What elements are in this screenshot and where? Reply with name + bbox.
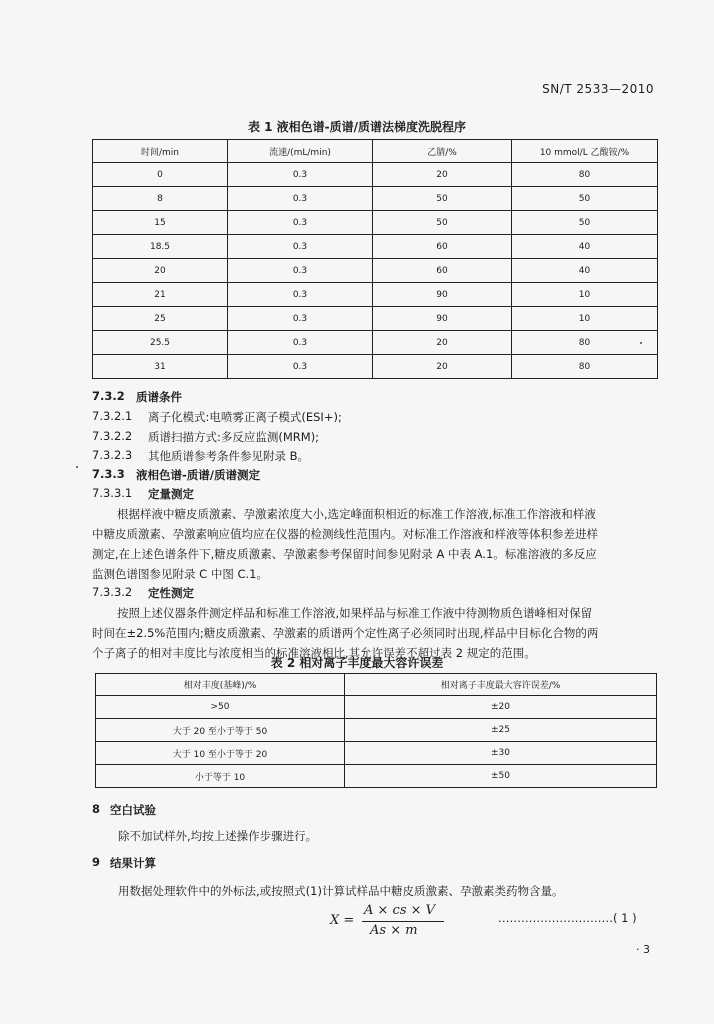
table-row	[93, 331, 658, 355]
table-cell: 10	[512, 283, 658, 307]
table-cell: 40	[512, 235, 658, 259]
table-cell: 0.3	[228, 283, 373, 307]
table-cell: 0.3	[228, 259, 373, 283]
column-header: 流速/(mL/min)	[228, 140, 373, 163]
table-cell: 50	[512, 187, 658, 211]
table-cell: 大于 10 至小于等于 20	[96, 742, 345, 765]
table-cell: 50	[512, 211, 658, 235]
document-code: SN/T 2533—2010	[542, 82, 654, 96]
paragraph-line: 根据样液中糖皮质激素、孕激素浓度大小,选定峰面积相近的标准工作溶液,标准工作溶液和样液	[117, 507, 596, 521]
table-row	[93, 355, 658, 379]
table-cell: 50	[373, 211, 512, 235]
table-cell: >50	[96, 696, 345, 719]
table1-title: 表 1 液相色谱-质谱/质谱法梯度洗脱程序	[247, 120, 467, 134]
section-7-3-2-3-text: 其他质谱参考条件参见附录 B。	[148, 449, 310, 463]
table-cell: 0.3	[228, 235, 373, 259]
table-cell: ±50	[345, 765, 657, 788]
section-7-3-2-title: 质谱条件	[136, 390, 182, 404]
section-7-3-3-title: 液相色谱-质谱/质谱测定	[136, 468, 260, 482]
table-cell: ±20	[345, 696, 657, 719]
section-7-3-3-2-number: 7.3.3.2	[92, 585, 133, 599]
table-cell: 20	[373, 331, 512, 355]
table-cell: 50	[373, 187, 512, 211]
section-9-text: 用数据处理软件中的外标法,或按照式(1)计算试样品中糖皮质激素、孕激素类药物含量。	[118, 884, 564, 898]
table-cell: 0.3	[228, 163, 373, 187]
scan-speck	[640, 342, 642, 344]
column-header: 10 mmol/L 乙酸铵/%	[512, 140, 658, 163]
section-7-3-2-2-number: 7.3.2.2	[92, 429, 133, 443]
table-row	[93, 307, 658, 331]
paragraph-line: 个子离子的相对丰度比与浓度相当的标准溶液相比,其允许误差不超过表 2 规定的范围。	[92, 646, 536, 660]
table-cell: 90	[373, 307, 512, 331]
section-9-number: 9	[92, 855, 101, 869]
table-row	[96, 742, 657, 765]
table-cell: 25	[93, 307, 228, 331]
section-8-title: 空白试验	[110, 803, 156, 817]
section-7-3-2-1-text: 离子化模式:电喷雾正离子模式(ESI+);	[148, 410, 342, 424]
section-8-number: 8	[92, 802, 101, 816]
table-cell: 80	[512, 331, 658, 355]
table-cell: 80	[512, 355, 658, 379]
paragraph-line: 中糖皮质激素、孕激素响应值均应在仪器的检测线性范围内。对标准工作溶液和样液等体积参差进样	[92, 527, 598, 541]
table-cell: 18.5	[93, 235, 228, 259]
paragraph-line: 按照上述仪器条件测定样品和标准工作溶液,如果样品与标准工作液中待测物质色谱峰相对保留	[117, 606, 593, 620]
table-cell: 10	[512, 307, 658, 331]
section-7-3-2-3-number: 7.3.2.3	[92, 448, 133, 462]
section-9-title: 结果计算	[110, 856, 156, 870]
table-row	[93, 163, 658, 187]
table-cell: 25.5	[93, 331, 228, 355]
column-header: 时间/min	[93, 140, 228, 163]
gradient-elution-table	[92, 139, 658, 379]
ion-abundance-tolerance-table	[95, 673, 657, 788]
column-header: 相对离子丰度最大容许误差/%	[345, 674, 657, 696]
paragraph-line: 测定,在上述色谱条件下,糖皮质激素、孕激素参考保留时间参见附录 A 中表 A.1。标准溶液的多反应	[92, 547, 597, 561]
table-row	[96, 696, 657, 719]
table-cell: 小于等于 10	[96, 765, 345, 788]
table-cell: 60	[373, 259, 512, 283]
table-row	[93, 211, 658, 235]
table-cell: 20	[93, 259, 228, 283]
section-7-3-2-2-text: 质谱扫描方式:多反应监测(MRM);	[148, 430, 320, 444]
table2-title: 表 2 相对离子丰度最大容许误差	[270, 656, 444, 670]
table-cell: 0.3	[228, 331, 373, 355]
table-cell: 0.3	[228, 187, 373, 211]
table-cell: 21	[93, 283, 228, 307]
table-cell: 40	[512, 259, 658, 283]
scan-speck	[76, 466, 78, 468]
table-cell: 60	[373, 235, 512, 259]
formula-numerator: A × cs × V	[364, 903, 436, 918]
section-7-3-2-number: 7.3.2	[92, 389, 125, 403]
section-8-text: 除不加试样外,均按上述操作步骤进行。	[118, 829, 318, 843]
paragraph-line: 时间在±2.5%范围内;糖皮质激素、孕激素的质谱两个定性离子必须同时出现,样品中目标化合物的两	[92, 626, 599, 640]
formula-lhs: X =	[330, 913, 355, 928]
equation-number: …………………………( 1 )	[498, 911, 637, 925]
table-cell: 31	[93, 355, 228, 379]
column-header: 相对丰度(基峰)/%	[96, 674, 345, 696]
table-cell: 0	[93, 163, 228, 187]
page-number: · 3	[636, 943, 650, 956]
table-cell: 90	[373, 283, 512, 307]
table-cell: 20	[373, 163, 512, 187]
formula-denominator: As × m	[370, 923, 418, 938]
section-7-3-3-1-number: 7.3.3.1	[92, 486, 133, 500]
section-7-3-3-number: 7.3.3	[92, 467, 125, 481]
table-header-row	[96, 674, 657, 696]
table-row	[93, 283, 658, 307]
table-row	[96, 719, 657, 742]
table-cell: 15	[93, 211, 228, 235]
table-cell: 0.3	[228, 211, 373, 235]
table-row	[93, 187, 658, 211]
table-row	[93, 235, 658, 259]
table-cell: 0.3	[228, 355, 373, 379]
paragraph-line: 监测色谱图参见附录 C 中图 C.1。	[92, 567, 268, 581]
table-cell: 80	[512, 163, 658, 187]
table-cell: 20	[373, 355, 512, 379]
table-cell: 8	[93, 187, 228, 211]
table-cell: ±30	[345, 742, 657, 765]
fraction-bar	[362, 921, 444, 922]
table-cell: ±25	[345, 719, 657, 742]
section-7-3-3-2-title: 定性测定	[148, 586, 194, 600]
table-cell: 大于 20 至小于等于 50	[96, 719, 345, 742]
table-cell: 0.3	[228, 307, 373, 331]
table-row	[96, 765, 657, 788]
table-row	[93, 259, 658, 283]
table-header-row	[93, 140, 658, 163]
section-7-3-2-1-number: 7.3.2.1	[92, 409, 133, 423]
column-header: 乙腈/%	[373, 140, 512, 163]
section-7-3-3-1-title: 定量测定	[148, 487, 194, 501]
